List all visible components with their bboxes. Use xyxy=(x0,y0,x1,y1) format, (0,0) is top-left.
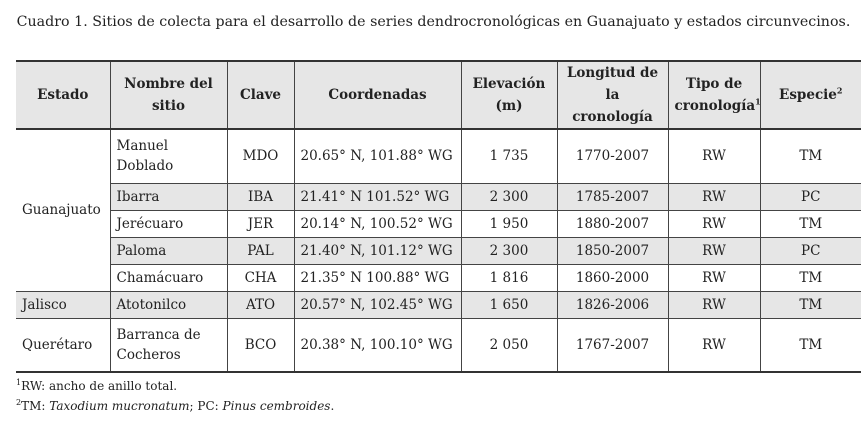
cell-clave: JER xyxy=(227,210,294,237)
cell-elevacion: 2 300 xyxy=(461,183,557,210)
header-coordenadas: Coordenadas xyxy=(294,61,461,129)
cell-estado: Guanajuato xyxy=(16,129,110,291)
cell-nombre: Barranca de Cocheros xyxy=(110,318,227,372)
cell-clave: BCO xyxy=(227,318,294,372)
table-row xyxy=(16,183,861,210)
cell-coordenadas: 20.65° N, 101.88° WG xyxy=(294,129,461,183)
table-caption: Cuadro 1. Sitios de colecta para el desarrollo de series dendrocronológicas en Guanajuato y estados circunvecinos. xyxy=(16,14,851,30)
cell-elevacion: 1 735 xyxy=(461,129,557,183)
cell-longitud: 1860-2000 xyxy=(557,264,668,291)
cell-especie: TM xyxy=(760,129,861,183)
footnote-1: $^1$RW: ancho de anillo total. xyxy=(16,378,178,393)
cell-nombre: Chamácuaro xyxy=(110,264,227,291)
header-row xyxy=(16,61,861,129)
cell-clave: CHA xyxy=(227,264,294,291)
cell-especie: TM xyxy=(760,291,861,318)
cell-longitud: 1850-2007 xyxy=(557,237,668,264)
cell-coordenadas: 21.41° N 101.52° WG xyxy=(294,183,461,210)
cell-longitud: 1785-2007 xyxy=(557,183,668,210)
cell-nombre: Manuel Doblado xyxy=(110,129,227,183)
cell-coordenadas: 20.57° N, 102.45° WG xyxy=(294,291,461,318)
cell-especie: PC xyxy=(760,237,861,264)
cell-tipo: RW xyxy=(668,291,760,318)
cell-estado: Jalisco xyxy=(16,291,110,318)
cell-especie: TM xyxy=(760,210,861,237)
cell-longitud: 1880-2007 xyxy=(557,210,668,237)
cell-clave: IBA xyxy=(227,183,294,210)
header-tipo: Tipo de cronología$^1$ xyxy=(668,61,760,129)
header-estado: Estado xyxy=(16,61,110,129)
cell-tipo: RW xyxy=(668,318,760,372)
cell-tipo: RW xyxy=(668,183,760,210)
cell-estado: Querétaro xyxy=(16,318,110,372)
cell-tipo: RW xyxy=(668,210,760,237)
cell-longitud: 1770-2007 xyxy=(557,129,668,183)
cell-coordenadas: 21.35° N 100.88° WG xyxy=(294,264,461,291)
header-especie: Especie$^2$ xyxy=(760,61,861,129)
sites-table xyxy=(16,60,861,373)
cell-especie: TM xyxy=(760,318,861,372)
cell-clave: PAL xyxy=(227,237,294,264)
cell-elevacion: 2 050 xyxy=(461,318,557,372)
header-longitud: Longitud de la cronología xyxy=(557,61,668,129)
cell-especie: PC xyxy=(760,183,861,210)
cell-coordenadas: 21.40° N, 101.12° WG xyxy=(294,237,461,264)
cell-clave: MDO xyxy=(227,129,294,183)
cell-coordenadas: 20.38° N, 100.10° WG xyxy=(294,318,461,372)
table-row xyxy=(16,264,861,291)
cell-tipo: RW xyxy=(668,264,760,291)
cell-especie: TM xyxy=(760,264,861,291)
cell-nombre: Paloma xyxy=(110,237,227,264)
cell-tipo: RW xyxy=(668,129,760,183)
table-row xyxy=(16,237,861,264)
cell-elevacion: 1 650 xyxy=(461,291,557,318)
header-elevacion: Elevación (m) xyxy=(461,61,557,129)
table-row xyxy=(16,318,861,372)
cell-longitud: 1767-2007 xyxy=(557,318,668,372)
cell-elevacion: 1 950 xyxy=(461,210,557,237)
cell-nombre: Ibarra xyxy=(110,183,227,210)
cell-elevacion: 1 816 xyxy=(461,264,557,291)
header-nombre: Nombre del sitio xyxy=(110,61,227,129)
cell-elevacion: 2 300 xyxy=(461,237,557,264)
cell-nombre: Atotonilco xyxy=(110,291,227,318)
cell-coordenadas: 20.14° N, 100.52° WG xyxy=(294,210,461,237)
cell-longitud: 1826-2006 xyxy=(557,291,668,318)
header-clave: Clave xyxy=(227,61,294,129)
table-row xyxy=(16,291,861,318)
cell-nombre: Jerécuaro xyxy=(110,210,227,237)
cell-tipo: RW xyxy=(668,237,760,264)
table-row xyxy=(16,210,861,237)
table-row xyxy=(16,129,861,183)
cell-clave: ATO xyxy=(227,291,294,318)
footnote-2: $^2$TM: Taxodium mucronatum; PC: Pinus cembroides. xyxy=(16,398,335,413)
